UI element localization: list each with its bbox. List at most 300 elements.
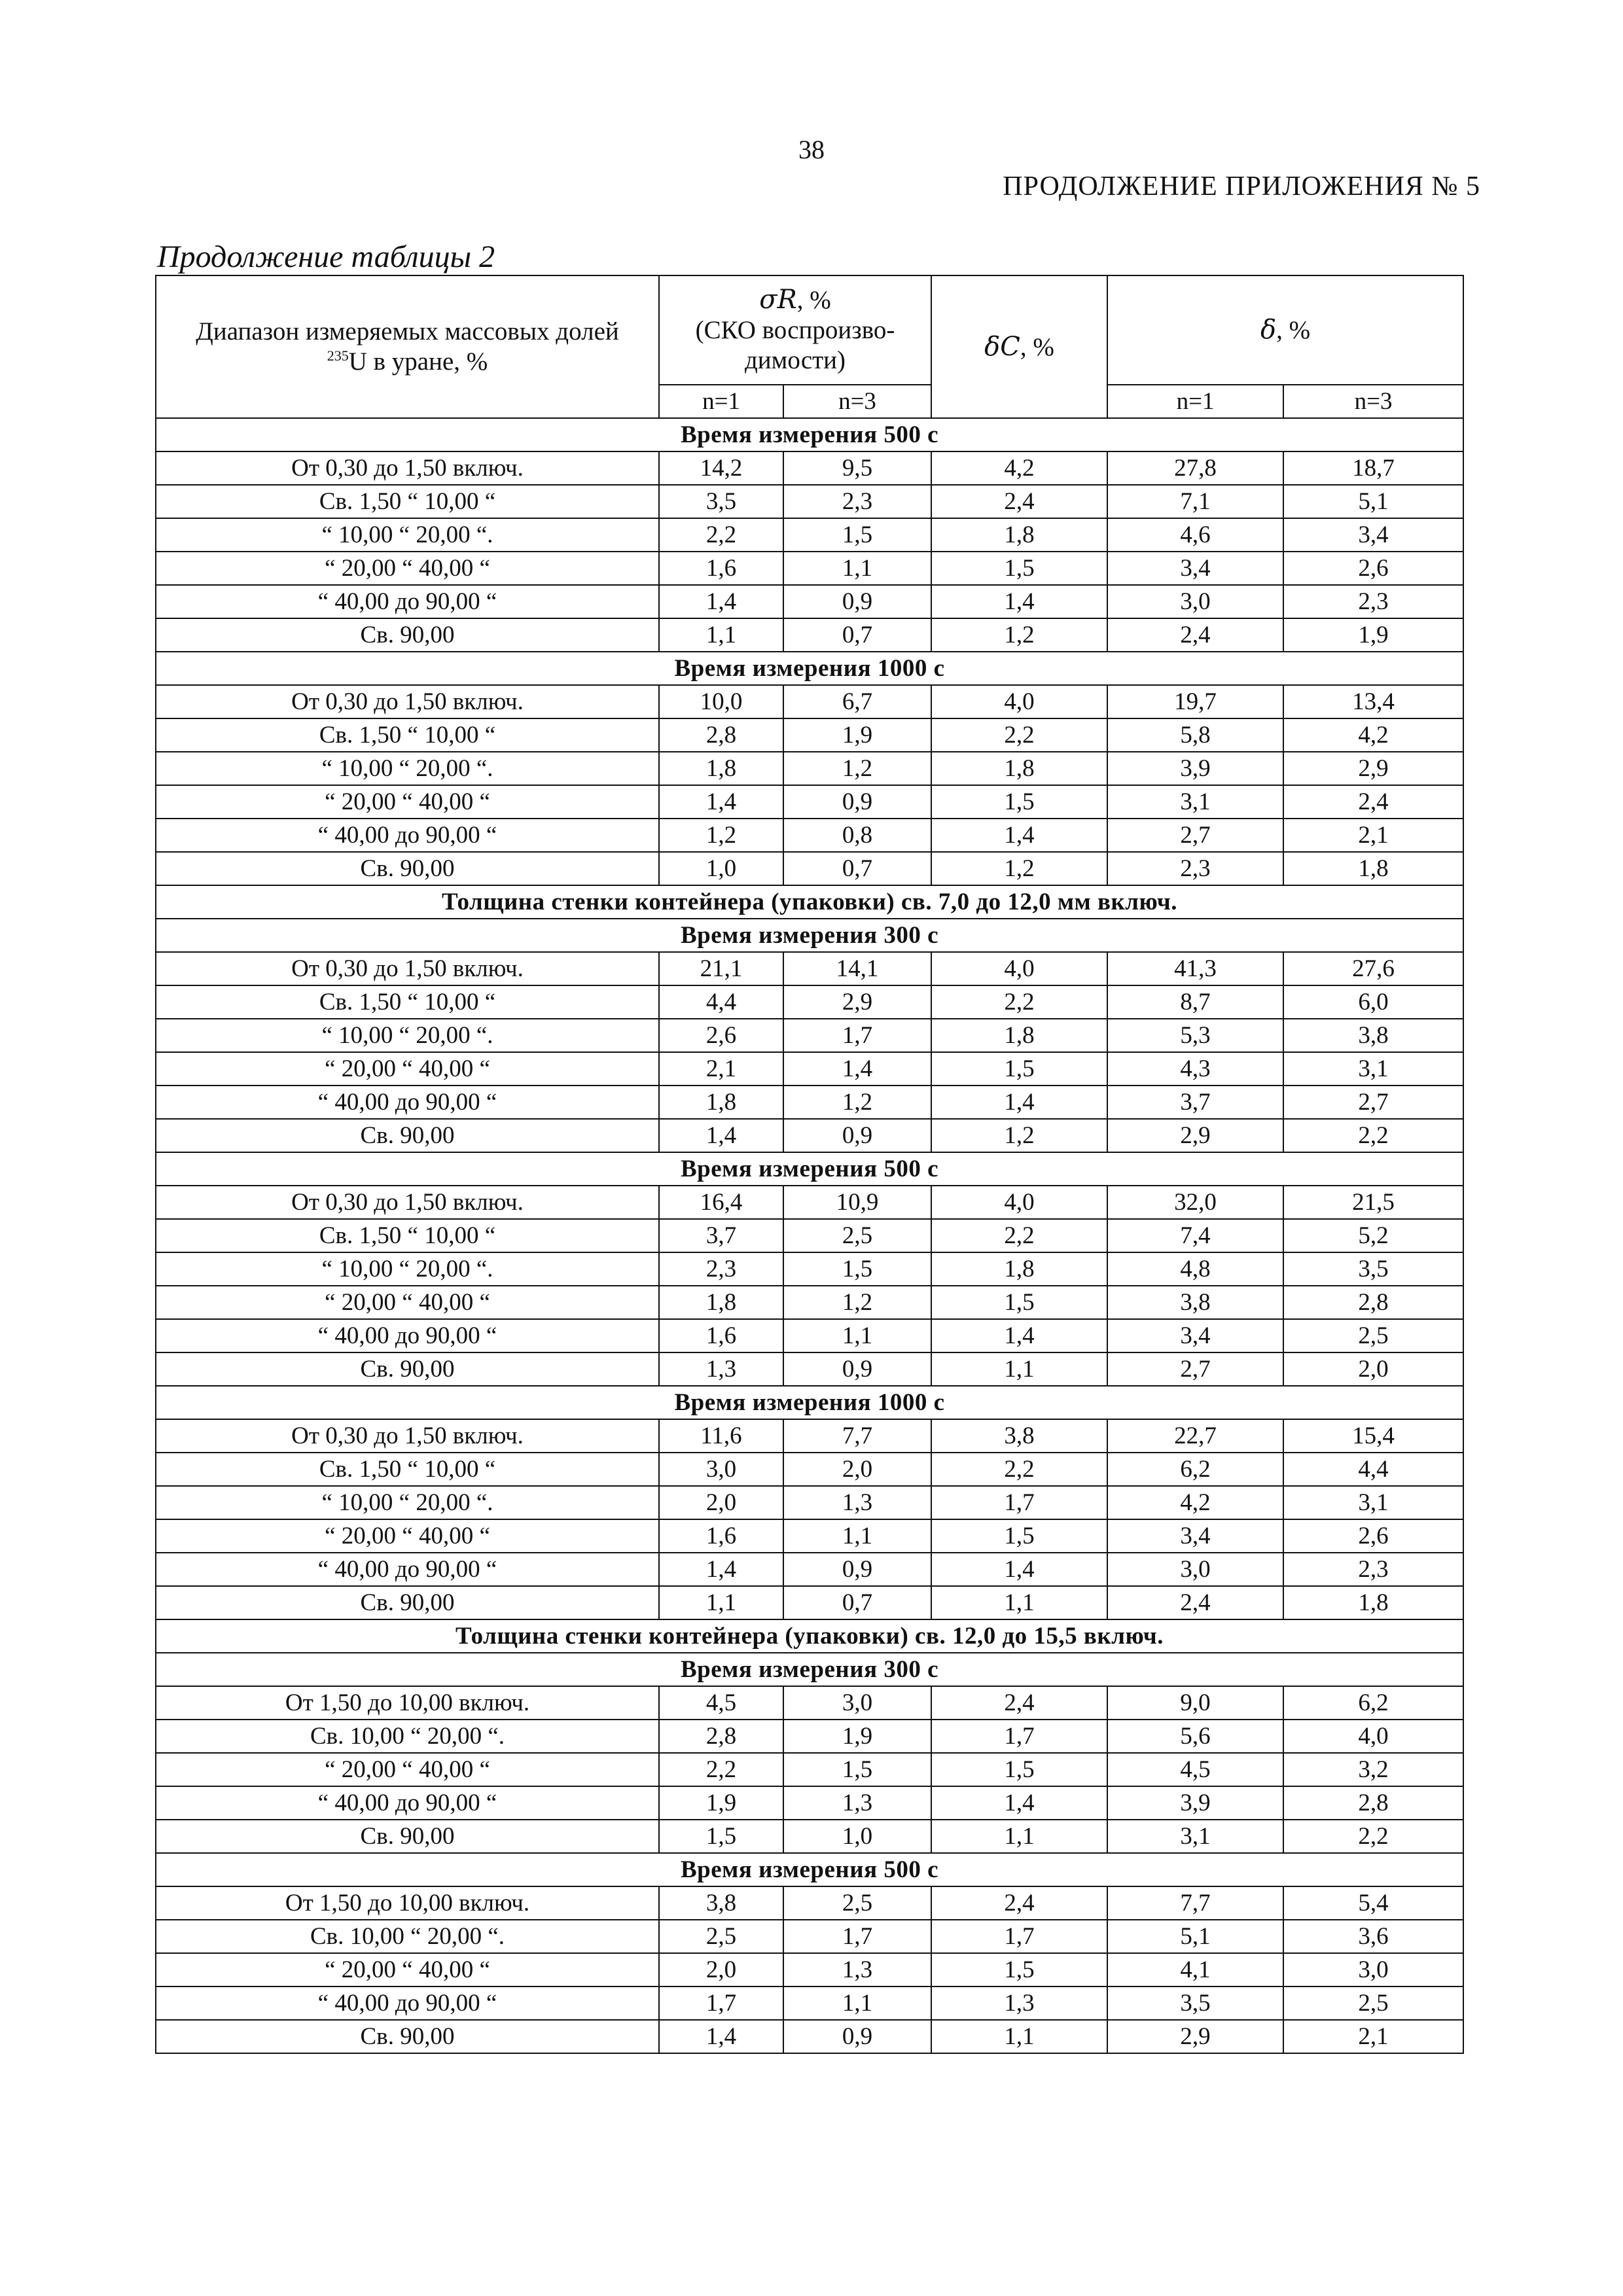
table-row <box>156 1753 1463 1786</box>
cell-sigma-n1: 2,0 <box>659 1486 783 1519</box>
cell-sigma-n3: 1,7 <box>783 1019 931 1052</box>
cell-sigma-n3: 1,1 <box>783 1987 931 2020</box>
cell-sigma-n1: 2,0 <box>659 1953 783 1987</box>
cell-sigma-n3: 1,9 <box>783 718 931 752</box>
page-number: 38 <box>798 135 825 164</box>
table-row <box>156 1286 1463 1319</box>
cell-sigma-n3: 9,5 <box>783 451 931 485</box>
table-row <box>156 1953 1463 1987</box>
cell-sigma-n3: 2,3 <box>783 485 931 518</box>
section-heading: Время измерения 500 с <box>156 1152 1463 1186</box>
cell-sigma-n1: 1,9 <box>659 1786 783 1820</box>
cell-delta-n1: 3,1 <box>1107 785 1283 819</box>
cell-delta-c: 2,2 <box>931 1219 1107 1252</box>
cell-delta-n1: 5,8 <box>1107 718 1283 752</box>
cell-sigma-n3: 1,2 <box>783 752 931 785</box>
cell-sigma-n1: 1,8 <box>659 1286 783 1319</box>
cell-delta-n1: 3,4 <box>1107 1319 1283 1352</box>
cell-range: “ 20,00 “ 40,00 “ <box>156 1753 659 1786</box>
cell-delta-n3: 2,4 <box>1283 785 1463 819</box>
cell-delta-n1: 7,7 <box>1107 1886 1283 1920</box>
cell-range: Св. 10,00 “ 20,00 “. <box>156 1920 659 1953</box>
cell-delta-c: 1,1 <box>931 1352 1107 1386</box>
cell-sigma-n3: 14,1 <box>783 952 931 985</box>
cell-sigma-n3: 1,1 <box>783 1319 931 1352</box>
appendix-heading: ПРОДОЛЖЕНИЕ ПРИЛОЖЕНИЯ № 5 <box>1003 171 1480 202</box>
cell-sigma-n3: 7,7 <box>783 1419 931 1453</box>
cell-range: “ 20,00 “ 40,00 “ <box>156 1052 659 1086</box>
cell-delta-n3: 21,5 <box>1283 1186 1463 1219</box>
measurement-table <box>155 275 1464 2054</box>
cell-range: “ 40,00 до 90,00 “ <box>156 1786 659 1820</box>
cell-delta-c: 1,1 <box>931 2020 1107 2053</box>
cell-delta-c: 1,7 <box>931 1486 1107 1519</box>
cell-delta-n3: 2,5 <box>1283 1987 1463 2020</box>
cell-sigma-n3: 1,5 <box>783 1252 931 1286</box>
cell-range: “ 40,00 до 90,00 “ <box>156 819 659 852</box>
cell-sigma-n1: 2,6 <box>659 1019 783 1052</box>
header-sigma-n3: n=3 <box>783 385 931 418</box>
cell-sigma-n1: 4,5 <box>659 1686 783 1720</box>
cell-delta-c: 1,4 <box>931 585 1107 618</box>
section-heading: Время измерения 500 с <box>156 418 1463 451</box>
header-delta-symbol: δ <box>1260 315 1277 345</box>
cell-delta-n3: 4,0 <box>1283 1720 1463 1753</box>
header-delta-c-unit: , % <box>1020 332 1054 361</box>
cell-delta-n3: 13,4 <box>1283 685 1463 718</box>
cell-delta-n3: 2,7 <box>1283 1086 1463 1119</box>
cell-delta-n3: 5,4 <box>1283 1886 1463 1920</box>
cell-delta-n3: 2,8 <box>1283 1286 1463 1319</box>
cell-sigma-n1: 1,4 <box>659 1119 783 1152</box>
cell-sigma-n3: 2,0 <box>783 1453 931 1486</box>
cell-delta-c: 1,7 <box>931 1920 1107 1953</box>
header-sigma-symbol: σR <box>759 285 797 315</box>
header-range-line1: Диапазон измеряемых массовых долей <box>196 317 619 345</box>
cell-delta-n1: 5,6 <box>1107 1720 1283 1753</box>
header-row-top <box>156 275 1463 385</box>
cell-delta-n3: 15,4 <box>1283 1419 1463 1453</box>
cell-delta-c: 1,5 <box>931 1052 1107 1086</box>
cell-delta-c: 2,4 <box>931 1686 1107 1720</box>
cell-sigma-n1: 2,5 <box>659 1920 783 1953</box>
cell-delta-c: 1,2 <box>931 852 1107 885</box>
cell-delta-n1: 41,3 <box>1107 952 1283 985</box>
cell-delta-c: 1,5 <box>931 1286 1107 1319</box>
cell-sigma-n1: 1,2 <box>659 819 783 852</box>
cell-delta-n1: 3,8 <box>1107 1286 1283 1319</box>
cell-sigma-n1: 1,8 <box>659 752 783 785</box>
cell-delta-n1: 5,3 <box>1107 1019 1283 1052</box>
cell-range: Св. 90,00 <box>156 1820 659 1853</box>
table-row <box>156 1052 1463 1086</box>
table-row <box>156 1319 1463 1352</box>
header-delta <box>1107 275 1463 385</box>
cell-sigma-n3: 0,7 <box>783 852 931 885</box>
cell-sigma-n1: 10,0 <box>659 685 783 718</box>
cell-range: От 0,30 до 1,50 включ. <box>156 685 659 718</box>
cell-delta-n3: 2,8 <box>1283 1786 1463 1820</box>
section-heading: Время измерения 1000 с <box>156 1386 1463 1419</box>
cell-delta-c: 1,4 <box>931 819 1107 852</box>
table-row <box>156 1486 1463 1519</box>
cell-sigma-n3: 1,5 <box>783 518 931 552</box>
cell-range: Св. 90,00 <box>156 618 659 652</box>
table-row <box>156 451 1463 485</box>
cell-sigma-n1: 2,3 <box>659 1252 783 1286</box>
cell-delta-c: 1,2 <box>931 618 1107 652</box>
cell-delta-n3: 2,0 <box>1283 1352 1463 1386</box>
cell-delta-n1: 19,7 <box>1107 685 1283 718</box>
cell-range: Св. 1,50 “ 10,00 “ <box>156 1219 659 1252</box>
cell-delta-n1: 7,1 <box>1107 485 1283 518</box>
section-heading: Время измерения 1000 с <box>156 652 1463 685</box>
cell-sigma-n3: 1,1 <box>783 552 931 585</box>
cell-delta-n1: 3,1 <box>1107 1820 1283 1853</box>
cell-sigma-n3: 2,9 <box>783 985 931 1019</box>
cell-range: Св. 90,00 <box>156 1586 659 1619</box>
cell-sigma-n1: 2,1 <box>659 1052 783 1086</box>
section-heading: Время измерения 500 с <box>156 1853 1463 1886</box>
cell-delta-c: 1,1 <box>931 1820 1107 1853</box>
cell-sigma-n3: 1,5 <box>783 1753 931 1786</box>
section-heading: Толщина стенки контейнера (упаковки) св. 7,0 до 12,0 мм включ. <box>156 885 1463 919</box>
cell-range: “ 40,00 до 90,00 “ <box>156 1319 659 1352</box>
cell-sigma-n1: 3,8 <box>659 1886 783 1920</box>
cell-delta-c: 4,0 <box>931 952 1107 985</box>
cell-delta-n1: 4,2 <box>1107 1486 1283 1519</box>
cell-delta-c: 1,5 <box>931 1953 1107 1987</box>
header-range-line2: U в уране, % <box>348 347 488 376</box>
header-delta-c-symbol: δC <box>984 331 1020 362</box>
cell-range: Св. 1,50 “ 10,00 “ <box>156 1453 659 1486</box>
table-body <box>156 418 1463 2053</box>
table-header <box>156 275 1463 418</box>
cell-delta-c: 1,3 <box>931 1987 1107 2020</box>
cell-range: Св. 90,00 <box>156 2020 659 2053</box>
cell-delta-n3: 3,8 <box>1283 1019 1463 1052</box>
cell-delta-n3: 3,1 <box>1283 1052 1463 1086</box>
cell-delta-c: 4,0 <box>931 685 1107 718</box>
cell-range: “ 10,00 “ 20,00 “. <box>156 752 659 785</box>
cell-range: “ 20,00 “ 40,00 “ <box>156 1953 659 1987</box>
table-row <box>156 1519 1463 1553</box>
header-sigma-r <box>659 275 931 385</box>
cell-delta-n1: 2,9 <box>1107 1119 1283 1152</box>
table-row <box>156 1453 1463 1486</box>
cell-delta-n3: 5,1 <box>1283 485 1463 518</box>
header-delta-c <box>931 275 1107 418</box>
cell-delta-c: 2,2 <box>931 1453 1107 1486</box>
cell-range: Св. 10,00 “ 20,00 “. <box>156 1720 659 1753</box>
cell-range: Св. 90,00 <box>156 852 659 885</box>
cell-delta-n3: 2,1 <box>1283 2020 1463 2053</box>
cell-sigma-n1: 1,4 <box>659 2020 783 2053</box>
cell-sigma-n1: 1,8 <box>659 1086 783 1119</box>
cell-delta-c: 1,4 <box>931 1553 1107 1586</box>
cell-sigma-n3: 0,7 <box>783 618 931 652</box>
cell-delta-n1: 3,5 <box>1107 1987 1283 2020</box>
cell-delta-n3: 4,2 <box>1283 718 1463 752</box>
cell-delta-n1: 3,0 <box>1107 585 1283 618</box>
table-row <box>156 552 1463 585</box>
cell-sigma-n1: 1,6 <box>659 1319 783 1352</box>
section-row <box>156 1619 1463 1653</box>
cell-sigma-n1: 1,7 <box>659 1987 783 2020</box>
cell-delta-n3: 2,5 <box>1283 1319 1463 1352</box>
table-row <box>156 785 1463 819</box>
cell-delta-n1: 4,5 <box>1107 1753 1283 1786</box>
cell-sigma-n1: 2,8 <box>659 718 783 752</box>
header-delta-n3: n=3 <box>1283 385 1463 418</box>
cell-delta-n1: 3,9 <box>1107 1786 1283 1820</box>
cell-sigma-n1: 1,4 <box>659 1553 783 1586</box>
cell-delta-n3: 2,3 <box>1283 585 1463 618</box>
cell-range: Св. 90,00 <box>156 1119 659 1152</box>
cell-sigma-n3: 1,3 <box>783 1953 931 1987</box>
table-row <box>156 819 1463 852</box>
cell-sigma-n3: 0,9 <box>783 2020 931 2053</box>
table-row <box>156 1419 1463 1453</box>
header-range-column <box>156 275 659 418</box>
table-row <box>156 1920 1463 1953</box>
cell-sigma-n3: 0,9 <box>783 1553 931 1586</box>
table-row <box>156 685 1463 718</box>
cell-range: Св. 1,50 “ 10,00 “ <box>156 985 659 1019</box>
table-row <box>156 752 1463 785</box>
cell-sigma-n1: 1,6 <box>659 552 783 585</box>
cell-range: От 0,30 до 1,50 включ. <box>156 1186 659 1219</box>
cell-sigma-n1: 3,0 <box>659 1453 783 1486</box>
cell-delta-n1: 2,3 <box>1107 852 1283 885</box>
cell-delta-c: 1,7 <box>931 1720 1107 1753</box>
cell-sigma-n1: 16,4 <box>659 1186 783 1219</box>
cell-sigma-n1: 3,7 <box>659 1219 783 1252</box>
cell-delta-n1: 2,7 <box>1107 1352 1283 1386</box>
cell-range: Св. 1,50 “ 10,00 “ <box>156 485 659 518</box>
cell-delta-n3: 3,0 <box>1283 1953 1463 1987</box>
table-row <box>156 1786 1463 1820</box>
cell-delta-n3: 27,6 <box>1283 952 1463 985</box>
cell-delta-c: 1,4 <box>931 1786 1107 1820</box>
section-row <box>156 652 1463 685</box>
cell-delta-c: 1,8 <box>931 518 1107 552</box>
table-row <box>156 1119 1463 1152</box>
cell-delta-n1: 22,7 <box>1107 1419 1283 1453</box>
cell-sigma-n3: 1,2 <box>783 1086 931 1119</box>
cell-delta-n3: 2,6 <box>1283 552 1463 585</box>
cell-delta-n1: 4,1 <box>1107 1953 1283 1987</box>
cell-delta-n1: 7,4 <box>1107 1219 1283 1252</box>
cell-delta-n3: 3,5 <box>1283 1252 1463 1286</box>
table-row <box>156 1720 1463 1753</box>
cell-sigma-n1: 2,8 <box>659 1720 783 1753</box>
cell-delta-n3: 3,2 <box>1283 1753 1463 1786</box>
section-row <box>156 1653 1463 1686</box>
table-row <box>156 1352 1463 1386</box>
cell-sigma-n1: 11,6 <box>659 1419 783 1453</box>
cell-sigma-n3: 3,0 <box>783 1686 931 1720</box>
table-row <box>156 518 1463 552</box>
cell-sigma-n3: 1,4 <box>783 1052 931 1086</box>
section-heading: Время измерения 300 с <box>156 919 1463 952</box>
table-row <box>156 1252 1463 1286</box>
cell-sigma-n3: 0,9 <box>783 1352 931 1386</box>
table-row <box>156 485 1463 518</box>
header-sigma-unit: , % <box>796 286 831 314</box>
cell-delta-n1: 8,7 <box>1107 985 1283 1019</box>
section-heading: Толщина стенки контейнера (упаковки) св. 12,0 до 15,5 включ. <box>156 1619 1463 1653</box>
section-row <box>156 1152 1463 1186</box>
table-row <box>156 1186 1463 1219</box>
table-row <box>156 1219 1463 1252</box>
cell-delta-n3: 3,6 <box>1283 1920 1463 1953</box>
cell-delta-n1: 3,4 <box>1107 552 1283 585</box>
cell-delta-c: 1,2 <box>931 1119 1107 1152</box>
cell-delta-c: 2,2 <box>931 985 1107 1019</box>
cell-delta-n3: 2,9 <box>1283 752 1463 785</box>
cell-range: От 0,30 до 1,50 включ. <box>156 1419 659 1453</box>
cell-sigma-n3: 1,0 <box>783 1820 931 1853</box>
cell-sigma-n1: 1,5 <box>659 1820 783 1853</box>
cell-sigma-n1: 1,6 <box>659 1519 783 1553</box>
table-row <box>156 852 1463 885</box>
cell-sigma-n3: 0,9 <box>783 1119 931 1152</box>
table-row <box>156 1820 1463 1853</box>
cell-sigma-n1: 4,4 <box>659 985 783 1019</box>
cell-sigma-n1: 1,0 <box>659 852 783 885</box>
cell-delta-n3: 3,4 <box>1283 518 1463 552</box>
section-row <box>156 919 1463 952</box>
cell-range: “ 10,00 “ 20,00 “. <box>156 518 659 552</box>
cell-delta-n3: 2,2 <box>1283 1820 1463 1853</box>
cell-sigma-n3: 0,9 <box>783 585 931 618</box>
table-row <box>156 952 1463 985</box>
cell-delta-n1: 4,8 <box>1107 1252 1283 1286</box>
cell-range: “ 40,00 до 90,00 “ <box>156 1553 659 1586</box>
cell-delta-n1: 2,4 <box>1107 1586 1283 1619</box>
cell-range: От 0,30 до 1,50 включ. <box>156 952 659 985</box>
table-caption: Продолжение таблицы 2 <box>157 239 495 274</box>
cell-delta-n3: 6,0 <box>1283 985 1463 1019</box>
cell-sigma-n1: 2,2 <box>659 1753 783 1786</box>
cell-sigma-n3: 0,7 <box>783 1586 931 1619</box>
cell-delta-n1: 27,8 <box>1107 451 1283 485</box>
cell-range: От 0,30 до 1,50 включ. <box>156 451 659 485</box>
cell-delta-n1: 4,6 <box>1107 518 1283 552</box>
header-delta-n1: n=1 <box>1107 385 1283 418</box>
cell-delta-n1: 2,9 <box>1107 2020 1283 2053</box>
cell-delta-c: 1,5 <box>931 785 1107 819</box>
table-row <box>156 2020 1463 2053</box>
section-row <box>156 885 1463 919</box>
cell-delta-n1: 5,1 <box>1107 1920 1283 1953</box>
cell-range: От 1,50 до 10,00 включ. <box>156 1886 659 1920</box>
table-container <box>155 275 1463 2054</box>
cell-range: “ 10,00 “ 20,00 “. <box>156 1486 659 1519</box>
cell-sigma-n3: 1,1 <box>783 1519 931 1553</box>
cell-delta-c: 1,8 <box>931 752 1107 785</box>
cell-delta-n3: 4,4 <box>1283 1453 1463 1486</box>
cell-delta-n1: 3,4 <box>1107 1519 1283 1553</box>
cell-delta-n3: 2,2 <box>1283 1119 1463 1152</box>
cell-range: “ 40,00 до 90,00 “ <box>156 1987 659 2020</box>
cell-range: “ 20,00 “ 40,00 “ <box>156 785 659 819</box>
cell-delta-n1: 3,0 <box>1107 1553 1283 1586</box>
cell-delta-c: 1,4 <box>931 1319 1107 1352</box>
cell-sigma-n3: 1,9 <box>783 1720 931 1753</box>
cell-delta-c: 4,0 <box>931 1186 1107 1219</box>
table-row <box>156 1987 1463 2020</box>
cell-delta-n3: 3,1 <box>1283 1486 1463 1519</box>
cell-range: “ 20,00 “ 40,00 “ <box>156 1519 659 1553</box>
table-row <box>156 985 1463 1019</box>
cell-sigma-n1: 1,1 <box>659 1586 783 1619</box>
table-row <box>156 1553 1463 1586</box>
cell-delta-c: 1,1 <box>931 1586 1107 1619</box>
cell-sigma-n3: 2,5 <box>783 1886 931 1920</box>
table-row <box>156 1686 1463 1720</box>
cell-delta-c: 1,4 <box>931 1086 1107 1119</box>
table-row <box>156 585 1463 618</box>
section-row <box>156 1853 1463 1886</box>
table-row <box>156 718 1463 752</box>
section-heading: Время измерения 300 с <box>156 1653 1463 1686</box>
cell-delta-n3: 1,8 <box>1283 1586 1463 1619</box>
cell-range: “ 40,00 до 90,00 “ <box>156 585 659 618</box>
header-range-isotope-number: 235 <box>327 347 349 364</box>
cell-delta-n1: 4,3 <box>1107 1052 1283 1086</box>
cell-delta-n1: 3,9 <box>1107 752 1283 785</box>
cell-sigma-n3: 0,8 <box>783 819 931 852</box>
cell-delta-c: 1,5 <box>931 1519 1107 1553</box>
cell-delta-c: 4,2 <box>931 451 1107 485</box>
cell-sigma-n1: 1,1 <box>659 618 783 652</box>
cell-delta-n3: 2,3 <box>1283 1553 1463 1586</box>
header-sigma-desc-line1: (СКО воспроизво- <box>695 316 895 344</box>
section-row <box>156 418 1463 451</box>
cell-delta-c: 1,5 <box>931 1753 1107 1786</box>
cell-delta-c: 3,8 <box>931 1419 1107 1453</box>
cell-sigma-n1: 21,1 <box>659 952 783 985</box>
cell-sigma-n3: 1,7 <box>783 1920 931 1953</box>
header-delta-unit: , % <box>1276 316 1311 344</box>
table-row <box>156 1586 1463 1619</box>
table-row <box>156 1886 1463 1920</box>
cell-delta-n3: 6,2 <box>1283 1686 1463 1720</box>
header-sigma-desc-line2: димости) <box>744 346 846 374</box>
cell-delta-n3: 1,8 <box>1283 852 1463 885</box>
cell-sigma-n3: 2,5 <box>783 1219 931 1252</box>
cell-delta-n3: 5,2 <box>1283 1219 1463 1252</box>
table-row <box>156 618 1463 652</box>
cell-delta-c: 1,5 <box>931 552 1107 585</box>
cell-delta-n3: 18,7 <box>1283 451 1463 485</box>
cell-range: “ 40,00 до 90,00 “ <box>156 1086 659 1119</box>
cell-range: Св. 1,50 “ 10,00 “ <box>156 718 659 752</box>
cell-sigma-n3: 10,9 <box>783 1186 931 1219</box>
cell-delta-c: 2,4 <box>931 485 1107 518</box>
table-row <box>156 1019 1463 1052</box>
cell-delta-n3: 2,1 <box>1283 819 1463 852</box>
cell-sigma-n3: 1,2 <box>783 1286 931 1319</box>
cell-sigma-n1: 1,4 <box>659 785 783 819</box>
cell-delta-c: 1,8 <box>931 1252 1107 1286</box>
cell-delta-n3: 1,9 <box>1283 618 1463 652</box>
cell-delta-c: 1,8 <box>931 1019 1107 1052</box>
cell-delta-n3: 2,6 <box>1283 1519 1463 1553</box>
section-row <box>156 1386 1463 1419</box>
